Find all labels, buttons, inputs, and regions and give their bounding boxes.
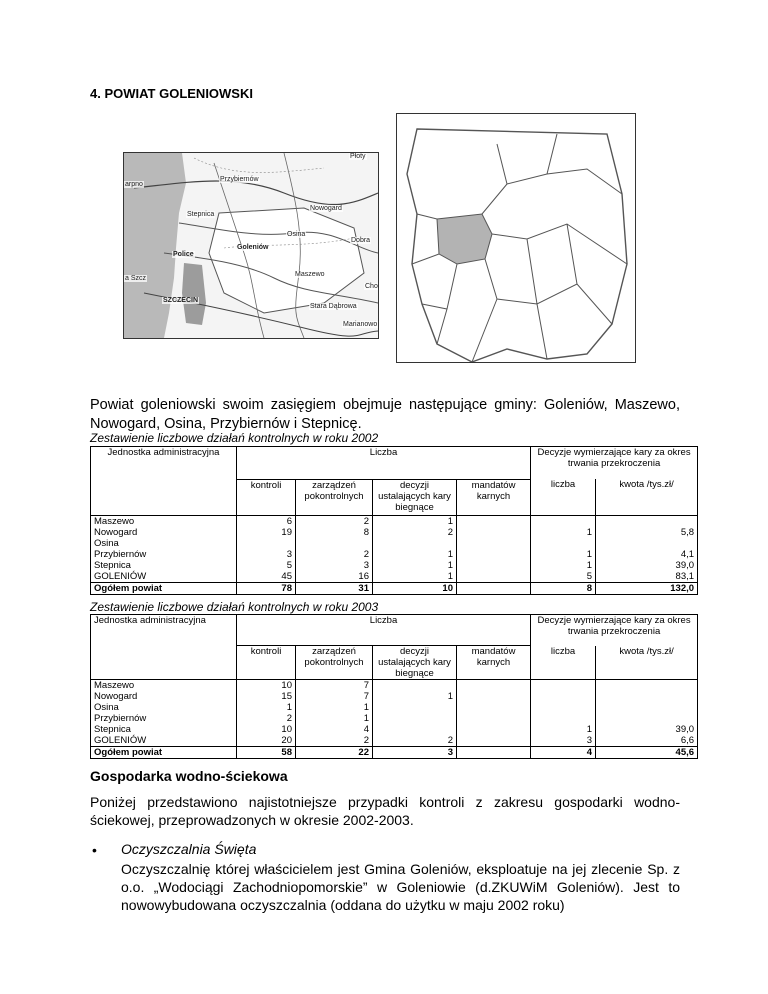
row-kontroli: 10 — [237, 680, 296, 692]
map-label-police: Police — [173, 251, 194, 258]
map-label-karpno: arpno — [125, 181, 143, 188]
table-row — [91, 560, 698, 571]
map-label-nowogard: Nowogard — [310, 205, 342, 212]
row-mandatow — [457, 724, 531, 735]
row-kontroli: 15 — [237, 691, 296, 702]
row-kontroli: 20 — [237, 735, 296, 747]
row-name: Stepnica — [91, 560, 237, 571]
row-name: Osina — [91, 538, 237, 549]
total-mandatow — [457, 747, 531, 759]
header-kontroli: kontroli — [237, 479, 296, 515]
row-zarzadzen: 2 — [296, 516, 373, 528]
page-heading: 4. POWIAT GOLENIOWSKI — [90, 86, 253, 101]
row-kontroli: 3 — [237, 549, 296, 560]
header-zarzadzen: zarządzeń pokontrolnych — [296, 479, 373, 515]
total-kontroli: 78 — [237, 583, 296, 595]
row-zarzadzen: 1 — [296, 713, 373, 724]
row-mandatow — [457, 538, 531, 549]
region-overview-map — [396, 113, 636, 363]
row-decyzji: 1 — [373, 691, 457, 702]
row-mandatow — [457, 516, 531, 528]
map-label-szcz-partial: a Szcz — [125, 275, 147, 282]
map-label-goleniow: Goleniów — [237, 244, 269, 251]
row-name: Stepnica — [91, 724, 237, 735]
total-kontroli: 58 — [237, 747, 296, 759]
row-decyzji: 1 — [373, 549, 457, 560]
table-2003-caption: Zestawienie liczbowe działań kontrolnych w roku 2003 — [90, 600, 379, 614]
table-row — [91, 680, 698, 692]
row-kontroli: 1 — [237, 702, 296, 713]
table-row — [91, 516, 698, 528]
row-kontroli: 5 — [237, 560, 296, 571]
row-zarzadzen: 7 — [296, 691, 373, 702]
row-kontroli: 45 — [237, 571, 296, 583]
row-name: Nowogard — [91, 527, 237, 538]
table-row — [91, 549, 698, 560]
row-liczba — [531, 538, 596, 549]
row-name: Maszewo — [91, 680, 237, 692]
row-liczba: 1 — [531, 527, 596, 538]
row-kontroli: 19 — [237, 527, 296, 538]
row-kwota: 83,1 — [596, 571, 698, 583]
total-kwota: 45,6 — [596, 747, 698, 759]
intro-paragraph: Powiat goleniowski swoim zasięgiem obejmuje następujące gminy: Goleniów, Maszewo, Nowogard, Osina, Przybiernów i Stepnicę. — [90, 397, 680, 432]
total-decyzji: 3 — [373, 747, 457, 759]
row-decyzji: 1 — [373, 516, 457, 528]
row-kwota: 5,8 — [596, 527, 698, 538]
row-kwota: 39,0 — [596, 560, 698, 571]
map-label-stepnica: Stepnica — [187, 211, 215, 218]
row-kwota: 4,1 — [596, 549, 698, 560]
total-decyzji: 10 — [373, 583, 457, 595]
table-total-row — [91, 583, 698, 595]
row-zarzadzen — [296, 538, 373, 549]
row-kontroli — [237, 538, 296, 549]
map-label-marianowo: Marianowo — [343, 321, 378, 328]
table-row — [91, 735, 698, 747]
row-decyzji — [373, 538, 457, 549]
region-map-graphic — [397, 114, 635, 362]
row-zarzadzen: 8 — [296, 527, 373, 538]
header-mandatow: mandatów karnych — [457, 479, 531, 515]
header-mandatow: mandatów karnych — [457, 646, 531, 680]
section-paragraph: Poniżej przedstawiono najistotniejsze przypadki kontroli z zakresu gospodarki wodno-ściekowej, przeprowadzonych w okresie 2002-2003. — [90, 794, 680, 828]
row-decyzji: 1 — [373, 560, 457, 571]
row-name: Przybiernów — [91, 549, 237, 560]
total-zarzadzen: 31 — [296, 583, 373, 595]
row-zarzadzen: 2 — [296, 735, 373, 747]
row-kwota — [596, 680, 698, 692]
total-liczba: 8 — [531, 583, 596, 595]
row-decyzji — [373, 680, 457, 692]
row-mandatow — [457, 527, 531, 538]
header-zarzadzen: zarządzeń pokontrolnych — [296, 646, 373, 680]
row-decyzji — [373, 702, 457, 713]
row-name: Maszewo — [91, 516, 237, 528]
row-decyzji: 2 — [373, 735, 457, 747]
row-zarzadzen: 4 — [296, 724, 373, 735]
row-name: GOLENIÓW — [91, 735, 237, 747]
row-zarzadzen: 3 — [296, 560, 373, 571]
header-kwota: kwota /tys.zł/ — [596, 646, 698, 680]
row-zarzadzen: 7 — [296, 680, 373, 692]
header-liczba: Liczba — [237, 615, 531, 646]
row-liczba: 3 — [531, 735, 596, 747]
row-mandatow — [457, 560, 531, 571]
table-2002-caption: Zestawienie liczbowe działań kontrolnych w roku 2002 — [90, 431, 379, 445]
header-decyzje: Decyzje wymierzające kary za okres trwania przekroczenia — [531, 447, 698, 480]
header-liczba-small: liczba — [531, 646, 596, 680]
row-mandatow — [457, 549, 531, 560]
row-liczba — [531, 691, 596, 702]
row-liczba: 1 — [531, 724, 596, 735]
row-mandatow — [457, 571, 531, 583]
row-name: Osina — [91, 702, 237, 713]
row-kwota — [596, 713, 698, 724]
table-total-row — [91, 747, 698, 759]
table-row — [91, 571, 698, 583]
table-row — [91, 527, 698, 538]
section-title: Gospodarka wodno-ściekowa — [90, 768, 288, 784]
row-liczba: 1 — [531, 549, 596, 560]
table-row — [91, 713, 698, 724]
map-label-maszewo: Maszewo — [295, 271, 325, 278]
header-kwota: kwota /tys.zł/ — [596, 479, 698, 515]
table-2003 — [90, 614, 698, 759]
header-decyzji: decyzji ustalających kary biegnące — [373, 479, 457, 515]
map-label-przybiernow: Przybiernów — [220, 176, 259, 183]
map-label-dobra: Dobra — [351, 237, 371, 244]
table-row — [91, 691, 698, 702]
table-row — [91, 724, 698, 735]
row-zarzadzen: 2 — [296, 549, 373, 560]
total-mandatow — [457, 583, 531, 595]
table-row — [91, 702, 698, 713]
bullet-title: Oczyszczalnia Święta — [121, 841, 257, 857]
row-liczba — [531, 680, 596, 692]
total-name: Ogółem powiat — [91, 747, 237, 759]
row-mandatow — [457, 713, 531, 724]
header-kontroli: kontroli — [237, 646, 296, 680]
header-liczba-small: liczba — [531, 479, 596, 515]
map-label-ploty: Płoty — [350, 153, 366, 160]
header-decyzje: Decyzje wymierzające kary za okres trwania przekroczenia — [531, 615, 698, 646]
row-liczba — [531, 516, 596, 528]
row-zarzadzen: 16 — [296, 571, 373, 583]
row-liczba — [531, 713, 596, 724]
row-mandatow — [457, 680, 531, 692]
total-kwota: 132,0 — [596, 583, 698, 595]
powiat-detail-map — [123, 152, 379, 339]
row-zarzadzen: 1 — [296, 702, 373, 713]
row-kwota — [596, 538, 698, 549]
total-liczba: 4 — [531, 747, 596, 759]
row-name: GOLENIÓW — [91, 571, 237, 583]
header-decyzji: decyzji ustalających kary biegnące — [373, 646, 457, 680]
map-label-stara-dabrowa: Stara Dąbrowa — [310, 303, 357, 310]
row-kwota — [596, 702, 698, 713]
row-name: Przybiernów — [91, 713, 237, 724]
bullet-icon: • — [92, 842, 97, 858]
row-decyzji — [373, 724, 457, 735]
row-mandatow — [457, 702, 531, 713]
header-liczba: Liczba — [237, 447, 531, 480]
row-kwota: 39,0 — [596, 724, 698, 735]
row-mandatow — [457, 735, 531, 747]
table-row — [91, 538, 698, 549]
row-mandatow — [457, 691, 531, 702]
total-name: Ogółem powiat — [91, 583, 237, 595]
row-kontroli: 10 — [237, 724, 296, 735]
row-liczba: 5 — [531, 571, 596, 583]
row-liczba: 1 — [531, 560, 596, 571]
map-label-szczecin: SZCZECIN — [163, 297, 198, 304]
map-label-osina: Osina — [287, 231, 306, 238]
row-kwota — [596, 516, 698, 528]
bullet-paragraph: Oczyszczalnię której właścicielem jest Gmina Goleniów, eksploatuje na jej zlecenie Sp. z o.o. „Wodociągi Zachodniopomorskie” w Goleniowie (d.ZKUWiM Goleniów). Jest to nowowybudowana oczyszczalnia (oddana do użytku w maju 2002 roku) — [121, 861, 680, 913]
row-decyzji: 2 — [373, 527, 457, 538]
row-kontroli: 2 — [237, 713, 296, 724]
header-unit: Jednostka administracyjna — [91, 447, 237, 516]
row-liczba — [531, 702, 596, 713]
map-label-cho: Cho — [365, 283, 378, 290]
row-kwota: 6,6 — [596, 735, 698, 747]
row-kwota — [596, 691, 698, 702]
table-2002 — [90, 446, 698, 595]
row-decyzji — [373, 713, 457, 724]
row-decyzji: 1 — [373, 571, 457, 583]
row-name: Nowogard — [91, 691, 237, 702]
row-kontroli: 6 — [237, 516, 296, 528]
header-unit: Jednostka administracyjna — [91, 615, 237, 680]
total-zarzadzen: 22 — [296, 747, 373, 759]
